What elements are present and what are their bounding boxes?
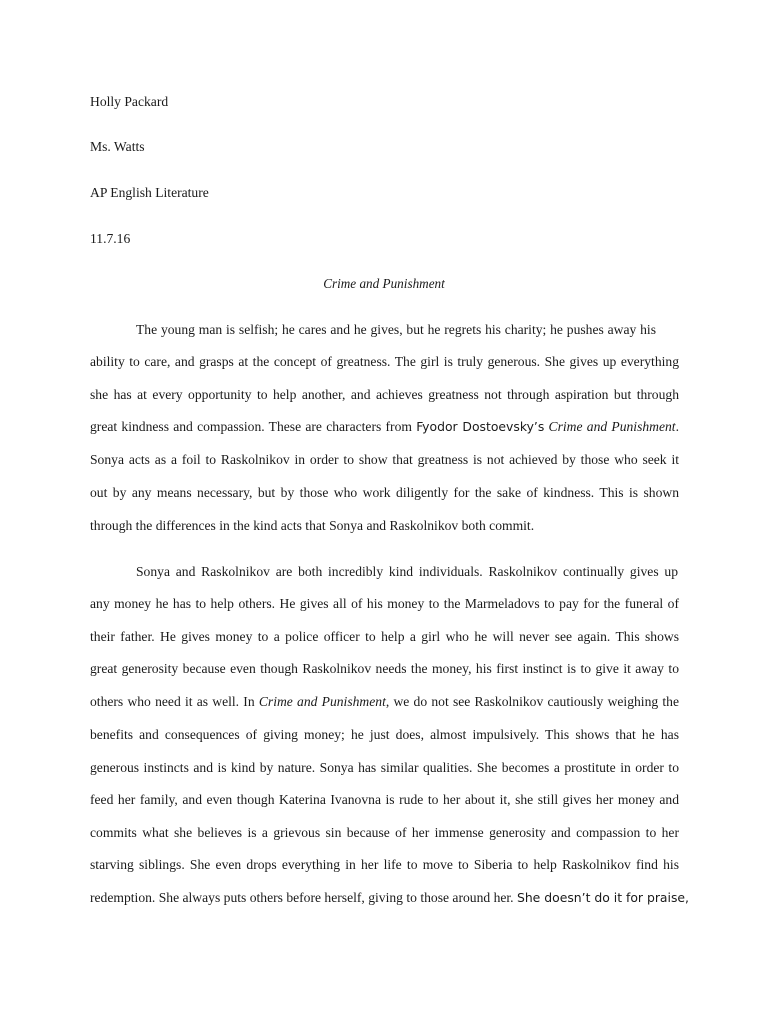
paragraph-line: benefits and consequences of giving money; he just does, almost impulsively. This shows that he has: [90, 727, 679, 742]
paragraph-line: commits what she believes is a grievous sin because of her immense generosity and compassion to her: [90, 825, 679, 840]
paragraph-line: any money he has to help others. He gives all of his money to the Marmeladovs to pay for the funeral of: [90, 596, 679, 611]
paragraph-line: Sonya and Raskolnikov are both incredibly kind individuals. Raskolnikov continually gives up: [136, 564, 678, 579]
essay-date: 11.7.16: [90, 231, 131, 246]
paragraph-line: [90, 694, 679, 710]
paragraph-line: feed her family, and even though Katerina Ivanovna is rude to her about it, she still gives her money and: [90, 792, 679, 807]
essay-title: Crime and Punishment: [323, 276, 445, 291]
paragraph-line: out by any means necessary, but by those who work diligently for the sake of kindness. This is shown: [90, 485, 679, 500]
paragraph-line: great generosity because even though Raskolnikov needs the money, his first instinct is to give it away to: [90, 661, 679, 676]
paragraph-line: generous instincts and is kind by nature. Sonya has similar qualities. She becomes a prostitute in order to: [90, 760, 679, 775]
student-name: Holly Packard: [90, 94, 169, 109]
book-title-reference: Crime and Punishment: [258, 694, 386, 709]
text-run: She doesn’t do it for praise,: [516, 890, 689, 905]
paragraph-line: The young man is selfish; he cares and he gives, but he regrets his charity; he pushes away his: [136, 322, 656, 337]
text-run: , we do not see Raskolnikov cautiously weighing the: [385, 694, 679, 709]
text-run: redemption. She always puts others before herself, giving to those around her.: [90, 890, 517, 905]
paragraph-line: through the differences in the kind acts that Sonya and Raskolnikov both commit.: [90, 518, 535, 533]
text-run: .: [675, 419, 679, 434]
paragraph-line: their father. He gives money to a police officer to help a girl who he will never see again. This shows: [90, 629, 679, 644]
course-name: AP English Literature: [90, 185, 209, 200]
author-name: Fyodor Dostoevsky’s: [416, 419, 545, 434]
paragraph-line: [90, 890, 689, 906]
paragraph-line: she has at every opportunity to help another, and achieves greatness not through aspiration but through: [90, 387, 679, 402]
book-title-reference: Crime and Punishment: [548, 419, 676, 434]
paragraph-line: [90, 419, 679, 435]
text-run: great kindness and compassion. These are characters from: [90, 419, 417, 434]
text-run: others who need it as well. In: [90, 694, 259, 709]
teacher-name: Ms. Watts: [90, 139, 145, 154]
paragraph-line: starving siblings. She even drops everything in her life to move to Siberia to help Raskolnikov find his: [90, 857, 679, 872]
paragraph-line: ability to care, and grasps at the concept of greatness. The girl is truly generous. She gives up everything: [90, 354, 679, 369]
paragraph-line: Sonya acts as a foil to Raskolnikov in order to show that greatness is not achieved by those who seek it: [90, 452, 679, 467]
